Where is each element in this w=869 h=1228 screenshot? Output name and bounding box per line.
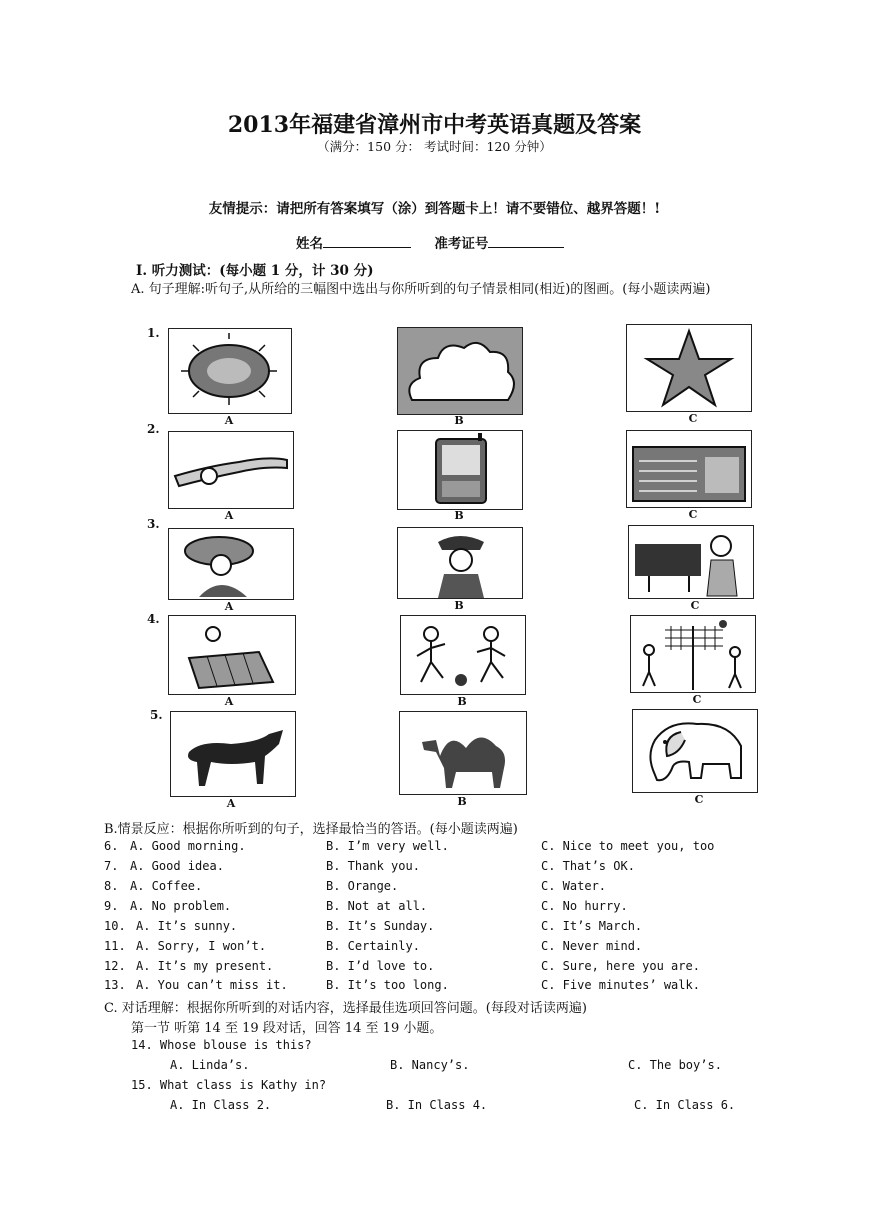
picture-label: B — [454, 599, 464, 612]
camel-icon — [399, 711, 527, 795]
picture-label: C — [690, 599, 700, 612]
option-a: A. Coffee. — [130, 879, 203, 893]
option-b: B. It’s too long. — [326, 978, 449, 992]
picture-question-number: 4. — [147, 612, 160, 626]
page-title: 2013年福建省漳州市中考英语真题及答案 — [227, 112, 642, 138]
option-c: C. It’s March. — [541, 919, 643, 933]
picture-label: B — [457, 695, 467, 708]
option-c: C. The boy’s. — [628, 1058, 722, 1072]
question-text: 15. What class is Kathy in? — [131, 1078, 327, 1092]
question-text: 14. Whose blouse is this? — [131, 1038, 312, 1052]
sea-urchin-icon — [168, 328, 292, 414]
picture-label: A — [224, 414, 234, 427]
option-b: B. I’d love to. — [326, 959, 435, 973]
option-a: A. Linda’s. — [170, 1058, 250, 1072]
elephant-icon — [632, 709, 758, 793]
football-players-icon — [400, 615, 526, 695]
part-c-section-1: 第一节 听第 14 至 19 段对话，回答 14 至 19 小题。 — [131, 1021, 443, 1036]
name-blank — [323, 233, 411, 248]
picture-question-number: 1. — [147, 326, 160, 340]
picture-label: A — [226, 797, 236, 810]
radio-icon — [626, 430, 752, 508]
section-listening-heading: Ⅰ. 听力测试：(每小题 1 分，计 30 分) — [136, 263, 374, 279]
part-c-instructions: C. 对话理解：根据你所听到的对话内容，选择最佳选项回答问题。(每段对话读两遍) — [104, 1001, 587, 1016]
option-a: A. It’s my present. — [136, 959, 274, 973]
picture-label: B — [454, 414, 464, 427]
option-a: A. Good idea. — [130, 859, 224, 873]
question-number: 8. — [104, 879, 119, 893]
part-b-instructions: B.情景反应：根据你所听到的句子，选择最恰当的答语。(每小题读两遍) — [104, 822, 518, 837]
farmer-icon — [168, 528, 294, 600]
option-c: C. Never mind. — [541, 939, 643, 953]
option-c: C. That’s OK. — [541, 859, 635, 873]
picture-label: C — [688, 508, 698, 521]
option-b: B. Thank you. — [326, 859, 420, 873]
part-a-instructions: A. 句子理解:听句子,从所给的三幅图中选出与你所听到的句子情景相同(相近)的图画。(每小题读两遍) — [131, 282, 711, 297]
picture-question-number: 2. — [147, 422, 160, 436]
id-label: 准考证号 — [434, 236, 489, 252]
question-number: 9. — [104, 899, 119, 913]
option-a: A. It’s sunny. — [136, 919, 238, 933]
picture-label: A — [224, 509, 234, 522]
volleyball-players-icon — [630, 615, 756, 693]
picture-label: C — [688, 412, 698, 425]
chess-players-icon — [168, 615, 296, 695]
picture-label: B — [457, 795, 467, 808]
picture-label: A — [224, 600, 234, 613]
option-b: B. Orange. — [326, 879, 399, 893]
option-b: B. Not at all. — [326, 899, 428, 913]
option-b: B. In Class 4. — [386, 1098, 488, 1112]
option-a: A. Sorry, I won’t. — [136, 939, 267, 953]
watch-icon — [168, 431, 294, 509]
picture-label: C — [692, 693, 702, 706]
cloud-icon — [397, 327, 523, 415]
option-c: C. Five minutes’ walk. — [541, 978, 700, 992]
option-a: A. In Class 2. — [170, 1098, 272, 1112]
starfish-icon — [626, 324, 752, 412]
option-a: A. Good morning. — [130, 839, 246, 853]
option-c: C. Water. — [541, 879, 607, 893]
question-number: 7. — [104, 859, 119, 873]
option-c: C. In Class 6. — [634, 1098, 736, 1112]
teacher-icon — [628, 525, 754, 599]
picture-question-number: 5. — [150, 708, 163, 722]
option-c: C. Nice to meet you, too — [541, 839, 715, 853]
question-number: 10. — [104, 919, 126, 933]
picture-label: C — [694, 793, 704, 806]
question-number: 11. — [104, 939, 126, 953]
option-b: B. I’m very well. — [326, 839, 449, 853]
name-label: 姓名 — [296, 236, 323, 252]
question-number: 12. — [104, 959, 126, 973]
mobile-phone-icon — [397, 430, 523, 510]
option-c: C. No hurry. — [541, 899, 628, 913]
horse-icon — [170, 711, 296, 797]
option-b: B. Certainly. — [326, 939, 420, 953]
friendly-tip: 友情提示：请把所有答案填写（涂）到答题卡上！请不要错位、越界答题！! — [208, 201, 661, 217]
exam-info: （满分：150 分： 考试时间：120 分钟） — [317, 139, 552, 154]
policeman-icon — [397, 527, 523, 599]
candidate-info-row — [296, 232, 564, 252]
picture-question-number: 3. — [147, 517, 160, 531]
option-b: B. Nancy’s. — [390, 1058, 470, 1072]
option-b: B. It’s Sunday. — [326, 919, 435, 933]
question-number: 13. — [104, 978, 126, 992]
question-number: 6. — [104, 839, 119, 853]
option-c: C. Sure, here you are. — [541, 959, 700, 973]
option-a: A. You can’t miss it. — [136, 978, 288, 992]
picture-label: A — [224, 695, 234, 708]
option-a: A. No problem. — [130, 899, 232, 913]
picture-label: B — [454, 509, 464, 522]
id-blank — [488, 233, 564, 248]
